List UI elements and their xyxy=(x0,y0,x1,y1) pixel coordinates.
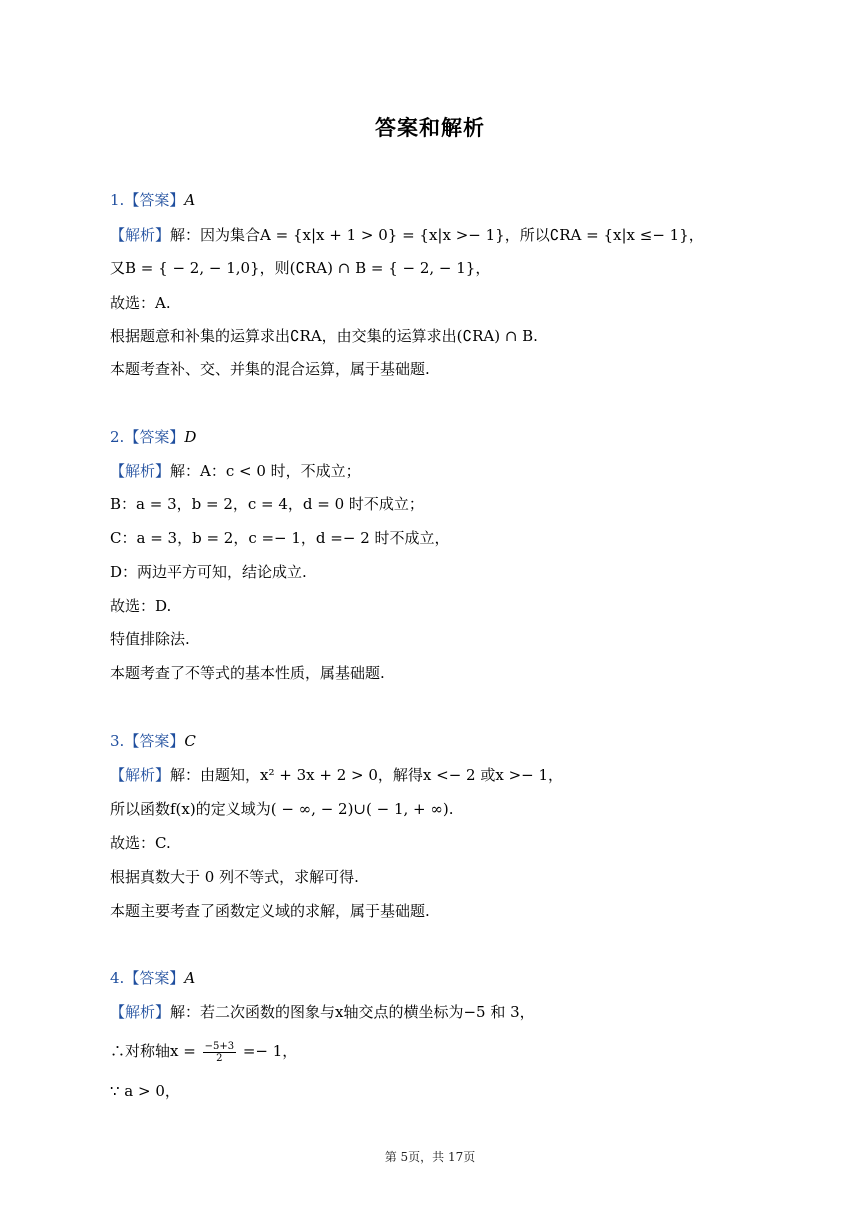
analysis-line: 又B = { − 2, − 1,0}，则(∁RA) ∩ B = { − 2, − 1}， xyxy=(110,259,491,277)
answer-tag: 【答案】 xyxy=(124,732,185,750)
analysis-line: 根据真数大于 0 列不等式，求解可得. xyxy=(110,868,359,886)
page-title: 答案和解析 xyxy=(375,116,485,140)
analysis-text: 解：由题知，x² + 3x + 2 > 0，解得x <− 2 或x >− 1， xyxy=(170,766,564,784)
answer-value: D xyxy=(184,428,197,446)
answer-value: C xyxy=(184,732,196,750)
analysis-line xyxy=(110,1001,535,1023)
analysis-line: 本题考查了不等式的基本性质，属基础题. xyxy=(110,664,385,682)
analysis-line xyxy=(110,224,704,246)
answer-line-3 xyxy=(110,730,196,752)
analysis-line xyxy=(110,460,361,482)
question-number: 3. xyxy=(110,732,125,750)
analysis-line xyxy=(110,1040,297,1064)
analysis-line: D：两边平方可知，结论成立. xyxy=(110,563,307,581)
analysis-line: B：a = 3，b = 2，c = 4，d = 0 时不成立； xyxy=(110,495,424,513)
analysis-line: 本题主要考查了函数定义域的求解，属于基础题. xyxy=(110,902,430,920)
analysis-line: 故选：D. xyxy=(110,597,172,615)
answer-tag: 【答案】 xyxy=(124,969,185,987)
analysis-text: 解：若二次函数的图象与x轴交点的横坐标为−5 和 3， xyxy=(170,1003,535,1021)
analysis-text: 解：因为集合A = {x|x + 1 > 0} = {x|x >− 1}，所以∁RA = {x|x ≤− 1}， xyxy=(170,226,704,244)
answer-value: A xyxy=(184,969,196,987)
fraction-numerator: −5+3 xyxy=(204,1040,235,1052)
analysis-line: 特值排除法. xyxy=(110,630,190,648)
analysis-tag: 【解析】 xyxy=(110,226,171,244)
analysis-line: 本题考查补、交、并集的混合运算，属于基础题. xyxy=(110,360,430,378)
answer-line-1 xyxy=(110,189,195,211)
analysis-line: ∵ a > 0， xyxy=(110,1082,180,1100)
question-number: 1. xyxy=(110,191,125,209)
analysis-tag: 【解析】 xyxy=(110,462,171,480)
analysis-line xyxy=(110,764,563,786)
analysis-line: 故选：C. xyxy=(110,834,171,852)
analysis-line: 故选：A. xyxy=(110,294,171,312)
fraction-denominator: 2 xyxy=(216,1052,223,1064)
analysis-tag: 【解析】 xyxy=(110,766,171,784)
analysis-line: 所以函数f(x)的定义域为( − ∞, − 2)∪( − 1, + ∞). xyxy=(110,800,454,818)
answer-tag: 【答案】 xyxy=(124,191,185,209)
analysis-text: 解：A：c < 0 时，不成立； xyxy=(170,462,361,480)
answer-tag: 【答案】 xyxy=(124,428,185,446)
question-number: 2. xyxy=(110,428,125,446)
formula-suffix: =− 1， xyxy=(242,1042,298,1060)
analysis-line: 根据题意和补集的运算求出∁RA，由交集的运算求出(∁RA) ∩ B. xyxy=(110,327,538,345)
question-number: 4. xyxy=(110,969,125,987)
answer-value: A xyxy=(184,191,196,209)
fraction xyxy=(203,1041,236,1064)
answer-line-2 xyxy=(110,426,196,448)
page-footer: 第 5页，共 17页 xyxy=(384,1150,476,1164)
formula-prefix: ∴对称轴x = xyxy=(110,1042,196,1060)
answer-line-4 xyxy=(110,967,195,989)
analysis-line: C：a = 3，b = 2，c =− 1，d =− 2 时不成立， xyxy=(110,529,450,547)
analysis-tag: 【解析】 xyxy=(110,1003,171,1021)
